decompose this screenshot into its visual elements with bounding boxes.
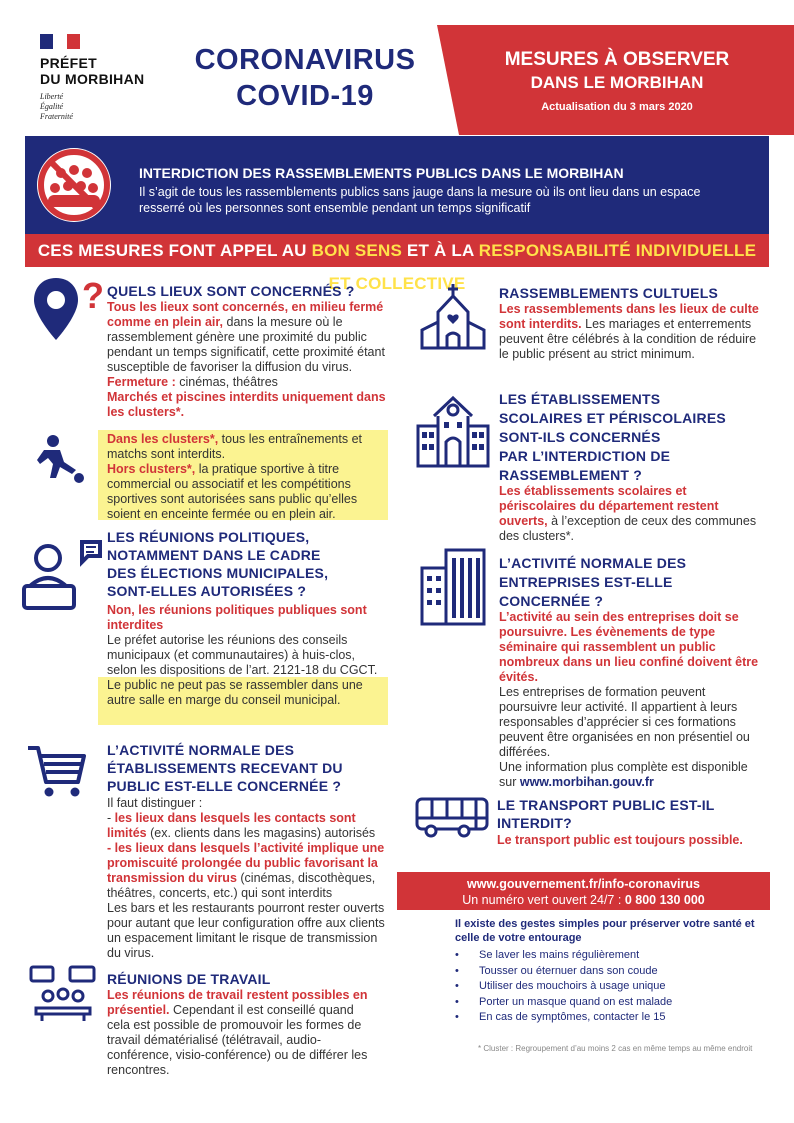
info-phone[interactable]: 0 800 130 000 (624, 893, 705, 907)
scolaires-text: Les établissements scolaires et périscolaires du département restent ouverts, à l’exception de ceux des communes des clusters*. (499, 484, 757, 543)
church-icon (418, 282, 488, 350)
bus-icon (414, 796, 490, 838)
list-item: • Tousser ou éternuer dans son coude (455, 964, 672, 980)
list-item: • En cas de symptômes, contacter le 15 (455, 1010, 672, 1026)
banner-title: INTERDICTION DES RASSEMBLEMENTS PUBLICS DANS LE MORBIHAN (139, 165, 624, 181)
list-item: • Utiliser des mouchoirs à usage unique (455, 979, 672, 995)
lieux-text: Tous les lieux sont concernés, en milieu fermé comme en plein air, dans la mesure où le rassemblement génère une proximité du public pendant un temps significatif, cette proximité étant susceptible de favoriser la diffusion du virus. Fermeture : cinémas, théâtres Marchés et piscines interdits uniquement dans les clusters*. (107, 300, 386, 419)
cultuels-title: RASSEMBLEMENTS CULTUELS (499, 285, 719, 301)
sport-text: Dans les clusters*, tous les entraînements et matchs sont interdits. Hors clusters*, la pratique sportive à titre commercial ou associatif et les compétitions sportives sont autorisées sans public qu’elles soient en enceinte fermée ou en plein air. (107, 432, 363, 521)
transport-text: Le transport public est toujours possible. (497, 833, 743, 847)
list-item: • Porter un masque quand on est malade (455, 995, 672, 1011)
logo-name: PRÉFET DU MORBIHAN (40, 55, 145, 87)
shopping-cart-icon (26, 744, 86, 800)
travail-title: RÉUNIONS DE TRAVAIL (107, 971, 271, 987)
list-item: • Se laver les mains régulièrement (455, 948, 672, 964)
logo-motto: Liberté Égalité Fraternité (40, 92, 73, 121)
gestes-list (455, 948, 672, 1026)
page-title: CORONAVIRUS COVID-19 (194, 44, 416, 112)
transport-title: LE TRANSPORT PUBLIC EST-IL INTERDIT? (497, 797, 715, 831)
info-box (397, 872, 770, 910)
lieux-title: QUELS LIEUX SONT CONCERNÉS ? (107, 283, 355, 299)
work-meeting-icon (28, 964, 98, 1022)
banner-text: Il s’agit de tous les rassemblements publics sans jauge dans la mesure où ils ont lieu dans un espace resserré où les personnes sont ensemble pendant un temps significatif (139, 185, 701, 215)
header-red-text: MESURES À OBSERVER DANS LE MORBIHAN Actualisation du 3 mars 2020 (504, 49, 730, 113)
office-building-icon (418, 546, 488, 626)
reunions-title: LES RÉUNIONS POLITIQUES, NOTAMMENT DANS LE CADRE DES ÉLECTIONS MUNICIPALES, SONT-ELLES AUTORISÉES ? (107, 529, 329, 599)
entreprises-text: L’activité au sein des entreprises doit se poursuivre. Les évènements de type séminaire qui rassemblent un public nombreux dans un lieu confiné doivent être évités. Les entreprises de formation peuvent poursuivre leur activité. Il appartient à leurs responsables d’apprécier si ces formations peuvent être organisées en non présentiel ou différées. Une information plus complète est disponible sur www.morbihan.gouv.fr (499, 610, 759, 789)
meeting-speaker-icon (16, 534, 104, 612)
french-flag-icon (40, 34, 80, 49)
erp-text: Il faut distinguer : - les lieux dans lesquels les contacts sont limités (ex. clients dans les magasins) autorisés - les lieux dans lesquels l’activité implique une promiscuité prolongée du public favorisant la transmission du virus (cinémas, discothèques, théâtres, concerts, etc.) qui sont interdits Les bars et les restaurants pourront rester ouverts pour autant que leur configuration offre aux clients un espacement limitant le risque de transmission du virus. (107, 796, 385, 960)
entreprises-title: L’ACTIVITÉ NORMALE DES ENTREPRISES EST-ELLE CONCERNÉE ? (499, 555, 687, 609)
erp-title: L’ACTIVITÉ NORMALE DES ÉTABLISSEMENTS RECEVANT DU PUBLIC EST-ELLE CONCERNÉE ? (107, 742, 343, 794)
cultuels-text: Les rassemblements dans les lieux de culte sont interdits. Les mariages et enterrements peuvent être célébrés à la condition de réduire le public présent au strict minimum. (499, 302, 759, 361)
location-question-icon (30, 274, 108, 344)
travail-text: Les réunions de travail restent possibles en présentiel. Cependant il est conseillé quand cela est possible de promouvoir les formes de travail dématérialisé (télétravail, audio-conférence, visio-conférence) ou de différer les rencontres. (107, 988, 368, 1077)
scolaires-title: LES ÉTABLISSEMENTS SCOLAIRES ET PÉRISCOLAIRES SONT-ILS CONCERNÉS PAR L’INTERDICTION DE RASSEMBLEMENT ? (499, 391, 726, 483)
footnote: * Cluster : Regroupement d’au moins 2 cas en même temps au même endroit (478, 1044, 753, 1053)
no-gathering-icon (34, 145, 114, 225)
school-icon (414, 392, 492, 468)
reunions-text: Non, les réunions politiques publiques sont interdites Le préfet autorise les réunions des conseils municipaux (et communautaires) à huis-clos, selon les dispositions de l’art. 2121-18 du CGCT. Le public ne peut pas se rassembler dans une autre salle en marge du conseil municipal. (107, 603, 378, 707)
info-phone-line: Un numéro vert ouvert 24/7 : 0 800 130 000 (462, 893, 705, 907)
football-player-icon (34, 434, 86, 486)
gestes-title: Il existe des gestes simples pour préserver votre santé et celle de votre entourage (455, 918, 755, 944)
info-url[interactable]: www.gouvernement.fr/info-coronavirus (467, 877, 700, 891)
bon-sens-bar: CES MESURES FONT APPEL AU BON SENS ET À LA RESPONSABILITÉ INDIVIDUELLE ET COLLECTIVE (25, 234, 769, 267)
svg-text:?: ? (82, 275, 104, 316)
